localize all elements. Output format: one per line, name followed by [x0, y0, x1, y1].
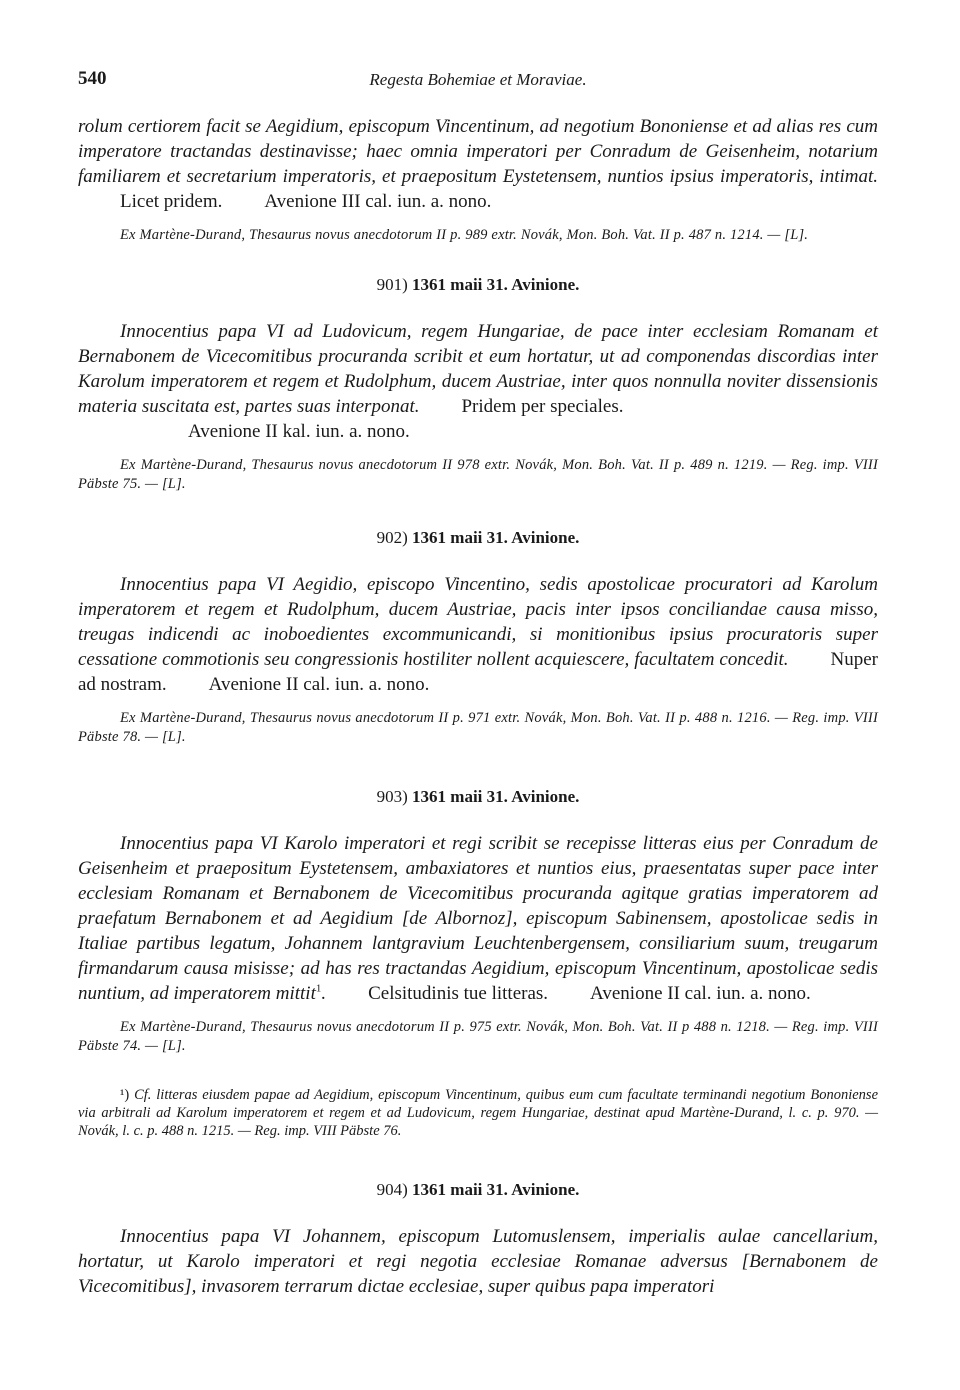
regest-date: Avenione II kal. iun. a. nono.: [188, 421, 410, 442]
entry-date-place: 1361 maii 31. Avinione.: [412, 1180, 580, 1199]
page-number: 540: [78, 68, 107, 89]
regest-text: [78, 572, 878, 697]
regest-text: [78, 1224, 878, 1299]
regest-incipit: Licet pridem.: [120, 191, 223, 212]
entry-heading: [78, 787, 878, 807]
entry-continuation: [78, 114, 878, 245]
running-title: Regesta Bohemiae et Moraviae.: [369, 70, 587, 89]
regest-summary: Innocentius papa VI ad Ludovicum, regem Hungariae, de pace inter ecclesiam Romanam et Bernabonem de Vicecomitibus procuranda scribit et eum hortatur, ut ad componendas discordias inter Karolum imperatorem et regem et Rudolphum, ducem Austriae, inter quos nonnulla noviter dissensionis materia suscitata est, partes suas interponat.: [78, 321, 878, 417]
page-header: [78, 60, 878, 100]
regest-text: [78, 114, 878, 214]
regest-date: Avenione III cal. iun. a. nono.: [264, 191, 492, 212]
regest-incipit: Nuper ad nostram.: [78, 649, 878, 695]
regest-summary-end: .: [321, 983, 327, 1004]
entry-number: 901): [376, 275, 408, 294]
entry-heading: [78, 275, 878, 295]
entry-date-place: 1361 maii 31. Avinione.: [412, 275, 580, 294]
regest-summary: Innocentius papa VI Aegidio, episcopo Vincentino, sedis apostolicae procuratori ad Karolum imperatorem et regem et Rudolphum, ducem Austriae, pacis inter ipsos conciliandae causa misso, treugas indicendi ac inoboedientes excommunicandi, si monitionibus ipsius procuratoris super cessatione commotionis seu congressionis hostiliter nollent acquiescere, facultatem concedit.: [78, 574, 878, 670]
regest-source: Ex Martène-Durand, Thesaurus novus anecdotorum II p. 989 extr. Novák, Mon. Boh. Vat. II p. 487 n. 1214. — [L].: [120, 227, 809, 243]
footnote-reference[interactable]: 1: [315, 982, 322, 995]
entry-heading: [78, 528, 878, 548]
footnote-text: Cf. litteras eiusdem papae ad Aegidium, episcopum Vincentinum, quibus eum cum facultate terminandi negotium Bononiense via arbitrali ad Karolum imperatorem et regem et ad Ludovicum, regem Hungariae, destinat apud Martène-Durand, l. c. p. 970. — Novák, l. c. p. 488 n. 1215. — Reg. imp. VIII Päbste 76.: [78, 1087, 879, 1139]
entry-904: [78, 1180, 878, 1299]
regest-summary: rolum certiorem facit se Aegidium, episcopum Vincentinum, ad negotium Bononiense et ad alias res cum imperatore tractandas destinavisse; haec omnia imperatori per Conradum de Geisenheim, notarium familiarem et secretarium imperatoris, et praepositum Eystetensem, nuntios ipsius imperatoris, intimat.: [78, 116, 878, 187]
regest-text: [78, 319, 878, 444]
entry-number: 904): [376, 1180, 408, 1199]
regest-incipit: Celsitudinis tue litteras.: [368, 983, 549, 1004]
regest-summary: Innocentius papa VI Johannem, episcopum Lutomuslensem, imperialis aulae cancellarium, hortatur, ut Karolo imperatori et regi negotia ecclesiae Romanae adversus [Bernabonem de Vicecomitibus], invasorem terrarum dictae ecclesiae, super quibus papa imperatori: [78, 1226, 878, 1297]
regest-date: Avenione II cal. iun. a. nono.: [208, 674, 430, 695]
regest-date: Avenione II cal. iun. a. nono.: [590, 983, 811, 1004]
entry-number: 903): [376, 787, 408, 806]
regest-incipit: Pridem per speciales.: [461, 396, 624, 417]
entry-heading: [78, 1180, 878, 1200]
entry-date-place: 1361 maii 31. Avinione.: [412, 528, 580, 547]
footnote: [78, 1086, 878, 1140]
entry-number: 902): [376, 528, 408, 547]
regest-source: Ex Martène-Durand, Thesaurus novus anecdotorum II 978 extr. Novák, Mon. Boh. Vat. II p. 489 n. 1219. — Reg. imp. VIII Päbste 75. — [L].: [78, 457, 878, 492]
entry-903: [78, 787, 878, 1056]
regest-text: [78, 831, 878, 1006]
entry-902: [78, 528, 878, 747]
entry-901: [78, 275, 878, 494]
regest-summary: Innocentius papa VI Karolo imperatori et regi scribit se recepisse litteras eius per Conradum de Geisenheim et praepositum Eystetensem, ambaxiatores et nuntios eius, praesentatas super pace inter ecclesiam Romanam et Bernabonem de Vicecomitibus procuranda agitque gratias imperatorem ad praefatum Bernabonem et ad Aegidium [de Albornoz], episcopum Sabinensem, apostolicae sedis in Italiae partibus legatum, Johannem lantgravium Leuchtenbergensem, consiliarium suum, treugarum firmandarum causa misisse; ad has res tractandas Aegidium, episcopum Vincentinum, apostolicae sedis nuntium, ad imperatorem mittit: [78, 833, 878, 1004]
regest-source: Ex Martène-Durand, Thesaurus novus anecdotorum II p. 975 extr. Novák, Mon. Boh. Vat. II p 488 n. 1218. — Reg. imp. VIII Päbste 74. — [L].: [78, 1019, 878, 1054]
entry-date-place: 1361 maii 31. Avinione.: [412, 787, 580, 806]
footnote-mark: ¹): [120, 1087, 130, 1103]
regest-source: Ex Martène-Durand, Thesaurus novus anecdotorum II p. 971 extr. Novák, Mon. Boh. Vat. II p. 488 n. 1216. — Reg. imp. VIII Päbste 78. — [L].: [78, 710, 878, 745]
document-page: [78, 60, 878, 1299]
